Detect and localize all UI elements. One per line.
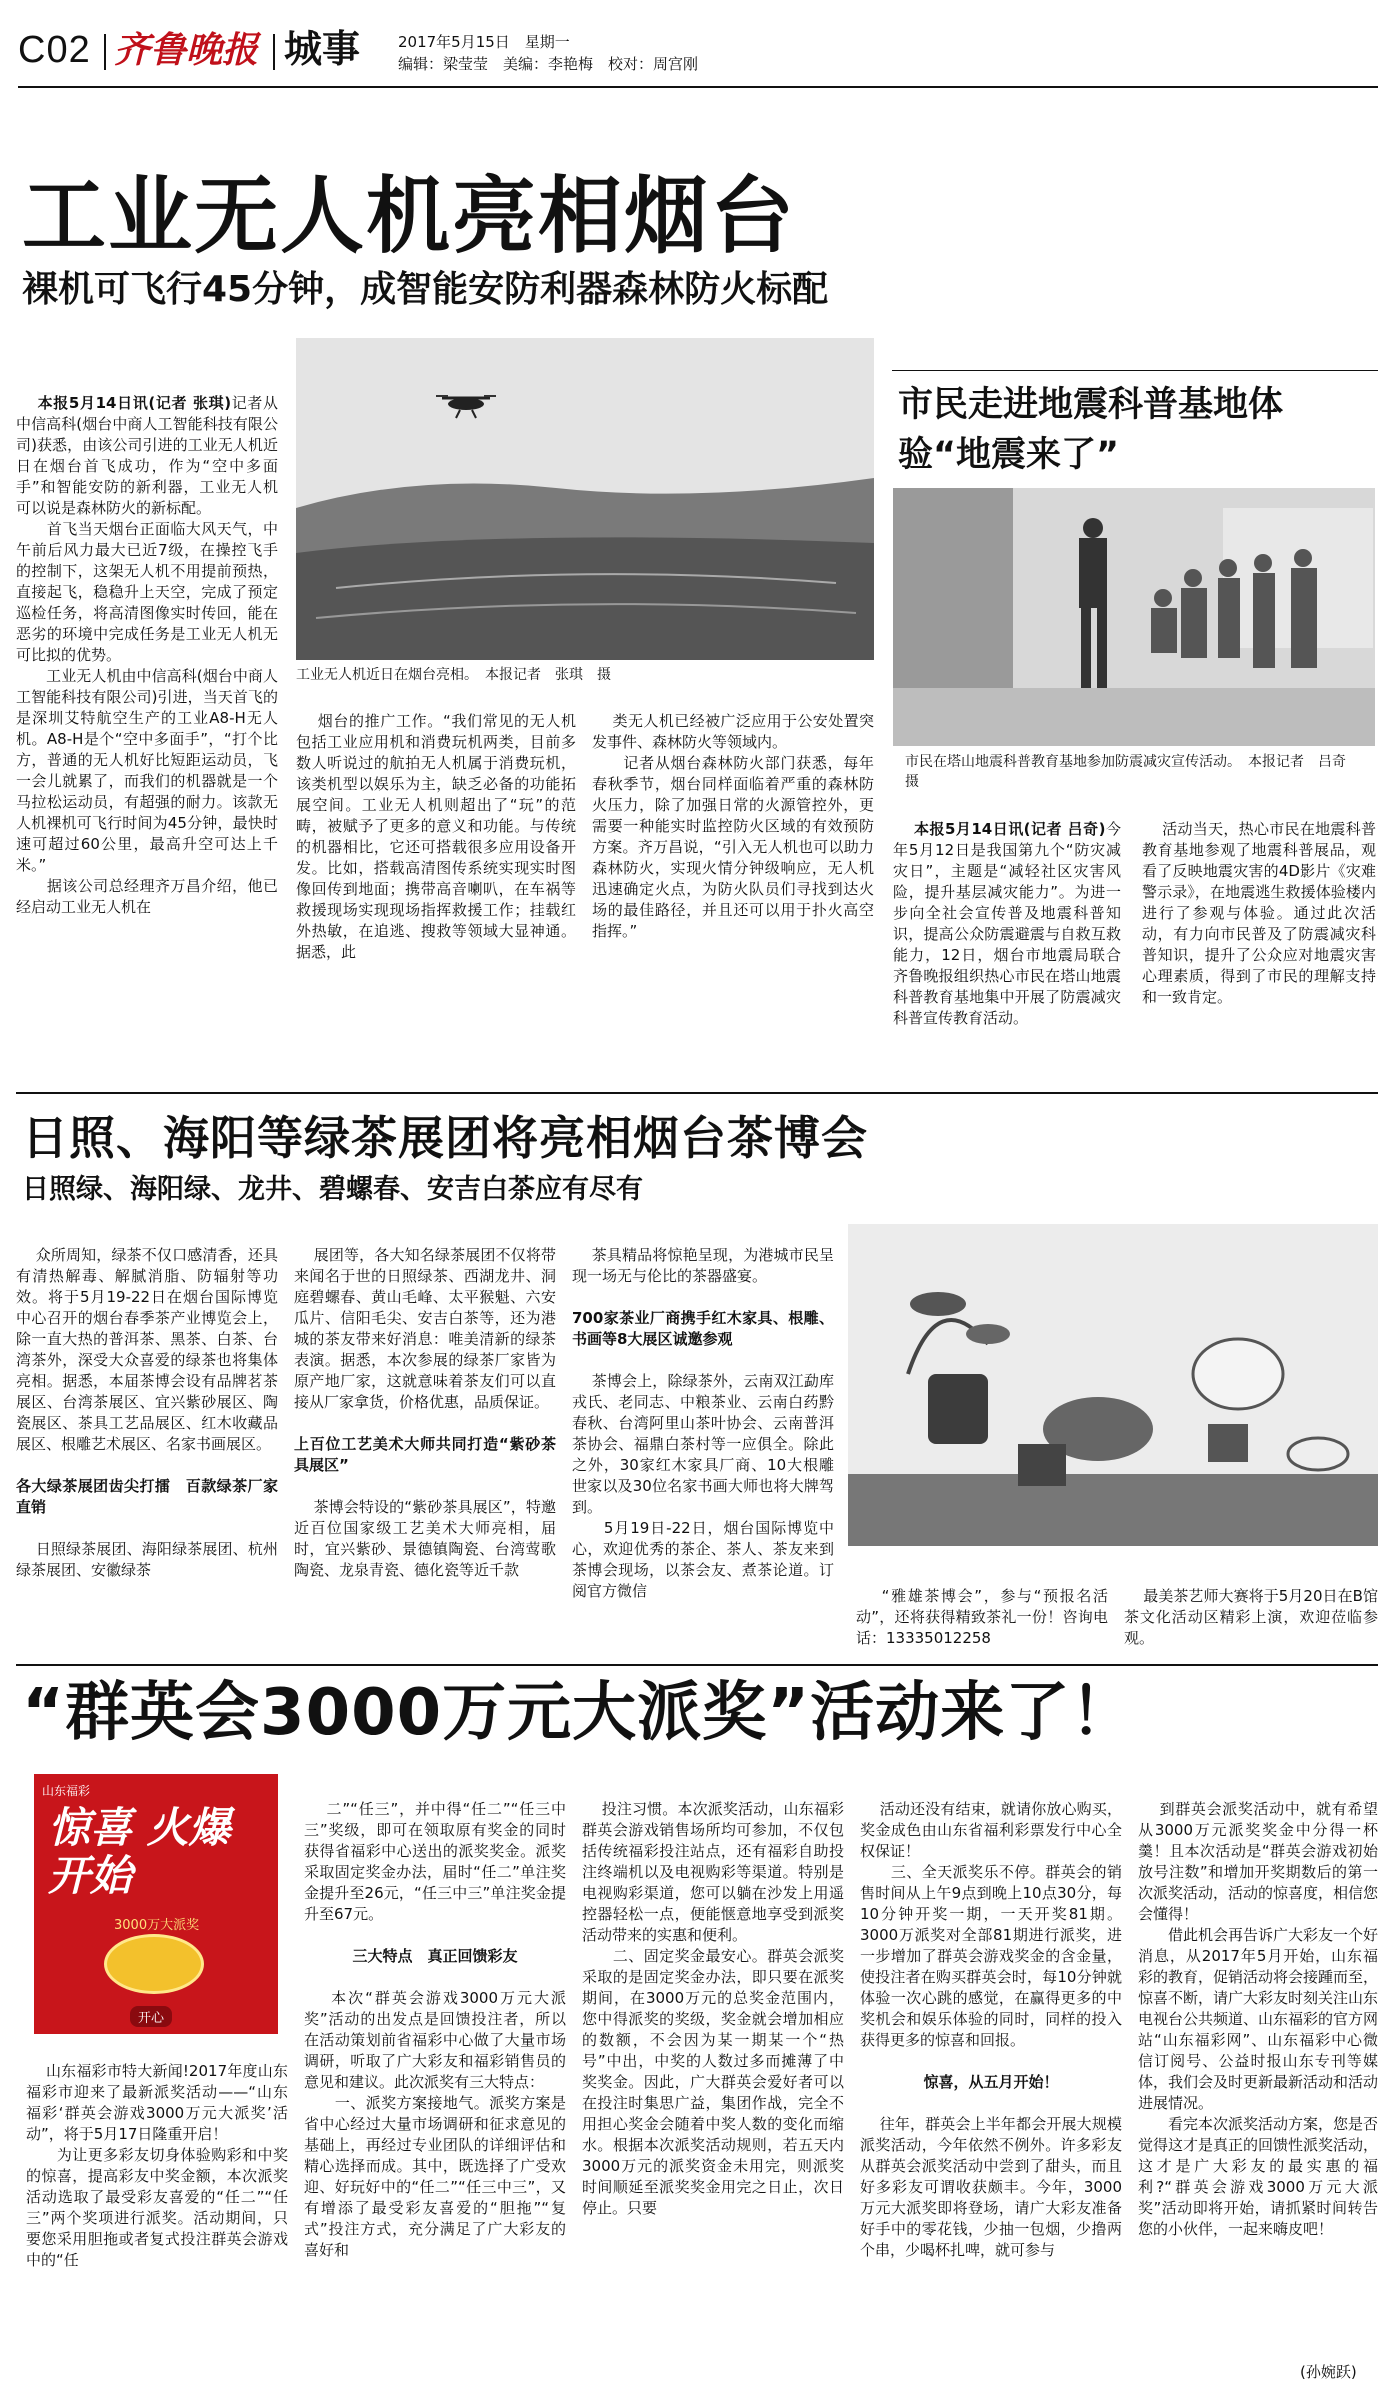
lottery-ad	[34, 1774, 278, 2034]
headline: 日照、海阳等绿茶展团将亮相烟台茶博会	[22, 1111, 868, 1165]
article-text: 展团等，各大知名绿茶展团不仅将带来闻名于世的日照绿茶、西湖龙井、洞庭碧螺春、黄山毛峰、太平猴魁、六安瓜片、信阳毛尖、安吉白茶等，还为港城的茶友带来好消息：唯美清新的绿茶表演。据悉，本次参展的绿茶厂家皆为原产地厂家，这就意味着茶友们可以直接从厂家拿货，价格优惠，品质保证。	[294, 1246, 556, 1411]
ad-badge: 开心	[130, 2006, 172, 2027]
article-text: 本次“群英会游戏3000万元大派奖”活动的出发点是回馈投注者，所以在活动策划前省福彩中心做了大量市场调研，听取了广大彩友和福彩销售员的意见和建议。此次派奖有三大特点： 一、派奖方案接地气。派奖方案是省中心经过大量市场调研和征求意见的基础上，再经过专业团队的详细评估和精心选择而成。其中，既选择了广受欢迎、好玩好中的“任二”“任三中三”，又有增添了最受彩友喜爱的“胆拖”“复式”投注方式，充分满足了广大彩友的喜好和	[304, 1989, 566, 2259]
section-subhead: 各大绿茶展团齿尖打擂 百款绿茶厂家直销	[16, 1477, 278, 1516]
headline: “群英会3000万元大派奖”活动来了！	[22, 1676, 1136, 1750]
earthquake-photo-caption: 市民在塔山地震科普教育基地参加防震减灾宣传活动。 本报记者 吕奇 摄	[905, 754, 1360, 790]
byline: (孙婉跃)	[1300, 2363, 1357, 2381]
subheadline: 裸机可飞行45分钟，成智能安防利器森林防火标配	[22, 269, 829, 310]
article-text: 众所周知，绿茶不仅口感清香，还具有清热解毒、解腻消脂、防辐射等功效。将于5月19-22日在烟台国际博览中心召开的烟台春季茶产业博览会上，除一直大热的普洱茶、黑茶、白茶、台湾茶外，深受大众喜爱的绿茶也将集体亮相。据悉，本届茶博会设有品牌茗茶展区、台湾茶展区、宜兴紫砂展区、陶瓷展区、茶具工艺品展区、红木收藏品展区、根雕艺术展区、名家书画展区。	[16, 1246, 278, 1453]
issue-date: 2017年5月15日 星期一	[398, 33, 570, 51]
paper-name-logo: 齐鲁晚报	[114, 29, 259, 71]
article-text: 茶博会特设的“紫砂茶具展区”，特邀近百位国家级工艺美术大师亮相，届时，宜兴紫砂、景德镇陶瓷、台湾莺歌陶瓷、龙泉青瓷、德化瓷等近千款	[294, 1498, 556, 1579]
article-text: 烟台的推广工作。“我们常见的无人机包括工业应用机和消费玩机两类，目前多数人听说过的航拍无人机属于消费玩机，该类机型以娱乐为主，缺乏必备的功能拓展空间。工业无人机则超出了“玩”的范畴，被赋予了更多的意义和功能。与传统的机器相比，它还可搭载很多应用设备开发。比如，搭载高清图传系统实现实时图像回传到地面；携带高音喇叭，在车祸等救援现场实现现场指挥救援工作；挂载红外热敏，在追逃、搜救等领域大显神通。据悉，此	[296, 712, 576, 961]
article-text: 活动还没有结束，就请你放心购买，奖金成色由山东省福利彩票发行中心全权保证！ 三、全天派奖乐不停。群英会的销售时间从上午9点到晚上10点30分，每10分钟开奖一期，一天开奖81期。3000万派奖对全部81期进行派奖，进一步增加了群英会游戏奖金的含金量，使投注者在购买群英会时，每10分钟就体验一次心跳的感觉，在赢得更多的中奖机会和娱乐体验的同时，同样的投入获得更多的惊喜和回报。	[860, 1800, 1122, 2049]
article-text: 最美茶艺师大赛将于5月20日在B馆茶文化活动区精彩上演，欢迎莅临参观。	[1124, 1587, 1378, 1647]
section-rule	[16, 1664, 1378, 1666]
article-col-3	[582, 1778, 844, 2385]
article-text: 二”“任三”，并中得“任二”“任三中三”奖级，即可在领取原有奖金的同时获得省福彩中心送出的派奖奖金。派奖采取固定奖金办法，届时“任二”单注奖金提升至26元，“任三中三”单注奖金提升至67元。	[304, 1800, 566, 1923]
subheadline: 日照绿、海阳绿、龙井、碧螺春、安吉白茶应有尽有	[22, 1174, 643, 1205]
article-text: 茶具精品将惊艳呈现，为港城市民呈现一场无与伦比的茶器盛宴。	[572, 1246, 834, 1285]
headline: 工业无人机亮相烟台	[22, 167, 797, 265]
section-name: 城事	[284, 27, 361, 71]
headline: 市民走进地震科普基地体验“地震来了”	[898, 385, 1284, 475]
article-text: 投注习惯。本次派奖活动，山东福彩群英会游戏销售场所均可参加，不仅包括传统福彩投注站点，还有福彩自助投注终端机以及电视购彩等渠道。特别是电视购彩渠道，您可以躺在沙发上用遥控器轻松一点，便能惬意地享受到派奖活动带来的实惠和便利。 二、固定奖金最安心。群英会派奖采取的是固定奖金办法，即只要在派奖期间，在3000万元的总奖金范围内，您中得派奖的奖级，奖金就会增加相应的数额，不会因为某一期某一个“热号”中出，中奖的人数过多而摊薄了中奖奖金。因此，广大群英会爱好者可以在投注时集思广益，集团作战，完全不用担心奖金会随着中奖人数的变化而缩水。根据本次派奖活动规则，若五天内3000万元的派奖资金未用完，则派奖时间顺延至派奖奖金用完之日止，次日停止。只要	[582, 1800, 844, 2217]
article-text: 今年5月12日是我国第九个“防灾减灾日”，主题是“减轻社区灾害风险，提升基层减灾能力”。为进一步向全社会宣传普及地震科普知识，提高公众防震避震与自救互救能力，12日，烟台市地震局联合齐鲁晚报组织热心市民在塔山地震科普教育基地集中开展了防震减灾科普宣传教育活动。	[893, 820, 1121, 1027]
section-subhead: 700家茶业厂商携手红木家具、根雕、书画等8大展区诚邀参观	[572, 1309, 834, 1348]
article-text: 活动当天，热心市民在地震科普教育基地参观了地震科普展品，观看了反映地震灾害的4D影片《灾难警示录》，在地震逃生救援体验楼内进行了参观与体验。通过此次活动，有力向市民普及了防震减灾科普知识，提升了公众应对地震灾害心理素质，得到了市民的理解支持和一致肯定。	[1142, 820, 1376, 1006]
article-col-1	[26, 2040, 288, 2385]
lottery-logo: 山东福彩	[42, 1784, 91, 1798]
section-subhead: 惊喜，从五月开始！	[923, 2073, 1059, 2091]
drone-photo-caption: 工业无人机近日在烟台亮相。 本报记者 张琪 摄	[296, 667, 611, 683]
article-text: 山东福彩市特大新闻!2017年度山东福彩市迎来了最新派奖活动——“山东福彩‘群英会游戏3000万元大派奖’活动”，将于5月17日隆重开启！ 为让更多彩友切身体验购彩和中奖的惊喜，提高彩友中奖金额，本次派奖活动选取了最受彩友喜爱的“任二”“任三”两个奖项进行派奖。活动期间，只要您采用胆拖或者复式投注群英会游戏中的“任	[26, 2062, 288, 2269]
article-col-5	[1138, 1778, 1378, 2368]
section-subhead: 上百位工艺美术大师共同打造“紫砂茶具展区”	[294, 1435, 556, 1474]
article-text: 往年，群英会上半年都会开展大规模派奖活动，今年依然不例外。许多彩友从群英会派奖活动中尝到了甜头，而且好多彩友可谓收获颇丰。今年，3000万元大派奖即将登场，请广大彩友准备好手中的零花钱，少抽一包烟，少撸两个串，少喝杯扎啤，就可参与	[860, 2115, 1122, 2259]
section-subhead: 三大特点 真正回馈彩友	[352, 1947, 518, 1965]
ad-subtitle: 3000万大派奖	[114, 1918, 200, 1933]
staff-credits: 编辑：梁莹莹 美编：李艳梅 校对：周宫刚	[398, 55, 699, 73]
article-text: 茶博会上，除绿茶外，云南双江勐库戎氏、老同志、中粮茶业、云南白药黔春秋、台湾阿里山茶叶协会、云南普洱茶协会、福鼎白茶村等一应俱全。除此之外，30家红木家具厂商、10大根雕世家以及30位名家书画大师也将大牌驾到。 5月19日-22日，烟台国际博览中心，欢迎优秀的茶企、茶人、茶友来到茶博会现场，以茶会友、煮茶论道。订阅官方微信	[572, 1372, 834, 1600]
article-text: 到群英会派奖活动中，就有希望从3000万元派奖奖金中分得一杯羹！且本次活动是“群英会游戏初始放号注数”和增加开奖期数后的第一次派奖活动，活动的惊喜度，相信您会懂得！ 借此机会再告诉广大彩友一个好消息，从2017年5月开始，山东福彩的教育，促销活动将会接踵而至，惊喜不断，请广大彩友时刻关注山东电视台公共频道、山东福彩的官方网站“山东福彩网”、山东福彩中心微信订阅号、公益时报山东专刊等媒体，我们会及时更新最新活动和活动进展情况。 看完本次派奖活动方案，您是否觉得这才是真正的回馈性派奖活动，这才是广大彩友的最实惠的福利?“群英会游戏3000万元大派奖”活动即将开始，请抓紧时间转告您的小伙伴，一起来嗨皮吧！	[1138, 1800, 1378, 2238]
dateline: 本报5月14日讯(记者 吕奇)	[914, 820, 1106, 838]
ad-coin-icon	[104, 1934, 204, 1994]
article-col-4	[860, 1778, 1122, 2385]
dateline: 本报5月14日讯(记者 张琪)	[37, 394, 232, 412]
article-text: 类无人机已经被广泛应用于公安处置突发事件、森林防火等领域内。 记者从烟台森林防火部门获悉，每年春秋季节，烟台同样面临着严重的森林防火压力，除了加强日常的火源管控外，更需要一种能实时监控防火区域的有效预防方案。齐万昌说，“引入无人机也可以助力森林防火，实现火情分钟级响应，无人机迅速确定火点，为防火队员们寻找到达火场的最佳路径，并且还可以用于扑火高空指挥。”	[592, 712, 874, 940]
article-col-2	[304, 1778, 566, 2385]
page-number: C02	[18, 29, 91, 71]
article-text: 日照绿茶展团、海阳绿茶展团、杭州绿茶展团、安徽绿茶	[16, 1540, 278, 1579]
ad-title: 惊喜 火爆开始	[48, 1803, 231, 1900]
article-text: 记者从中信高科(烟台中商人工智能科技有限公司)获悉，由该公司引进的工业无人机近日在烟台首飞成功，作为“空中多面手”和智能安防的新利器，工业无人机可以说是森林防火的新标配。 首飞当天烟台正面临大风天气，中午前后风力最大已近7级，在操控飞手的控制下，这架无人机不用提前预热，直接起飞，稳稳升上天空，完成了预定巡检任务，将高清图像实时传回，能在恶劣的环境中完成任务是工业无人机无可比拟的优势。 工业无人机由中信高科(烟台中商人工智能科技有限公司)引进，当天首飞的是深圳艾特航空生产的工业A8-H无人机。A8-H是个“空中多面手”，“打个比方，普通的无人机好比短距运动员，飞一会儿就累了，而我们的机器就是一个马拉松运动员，有超强的耐力。该款无人机裸机可飞行时间为45分钟，最快时速可超过60公里，最高升空可达上千米。” 据该公司总经理齐万昌介绍，他已经启动工业无人机在	[16, 394, 278, 916]
article-text: “雅雄茶博会”，参与“预报名活动”，还将获得精致茶礼一份！咨询电话：13335012258	[856, 1587, 1108, 1647]
